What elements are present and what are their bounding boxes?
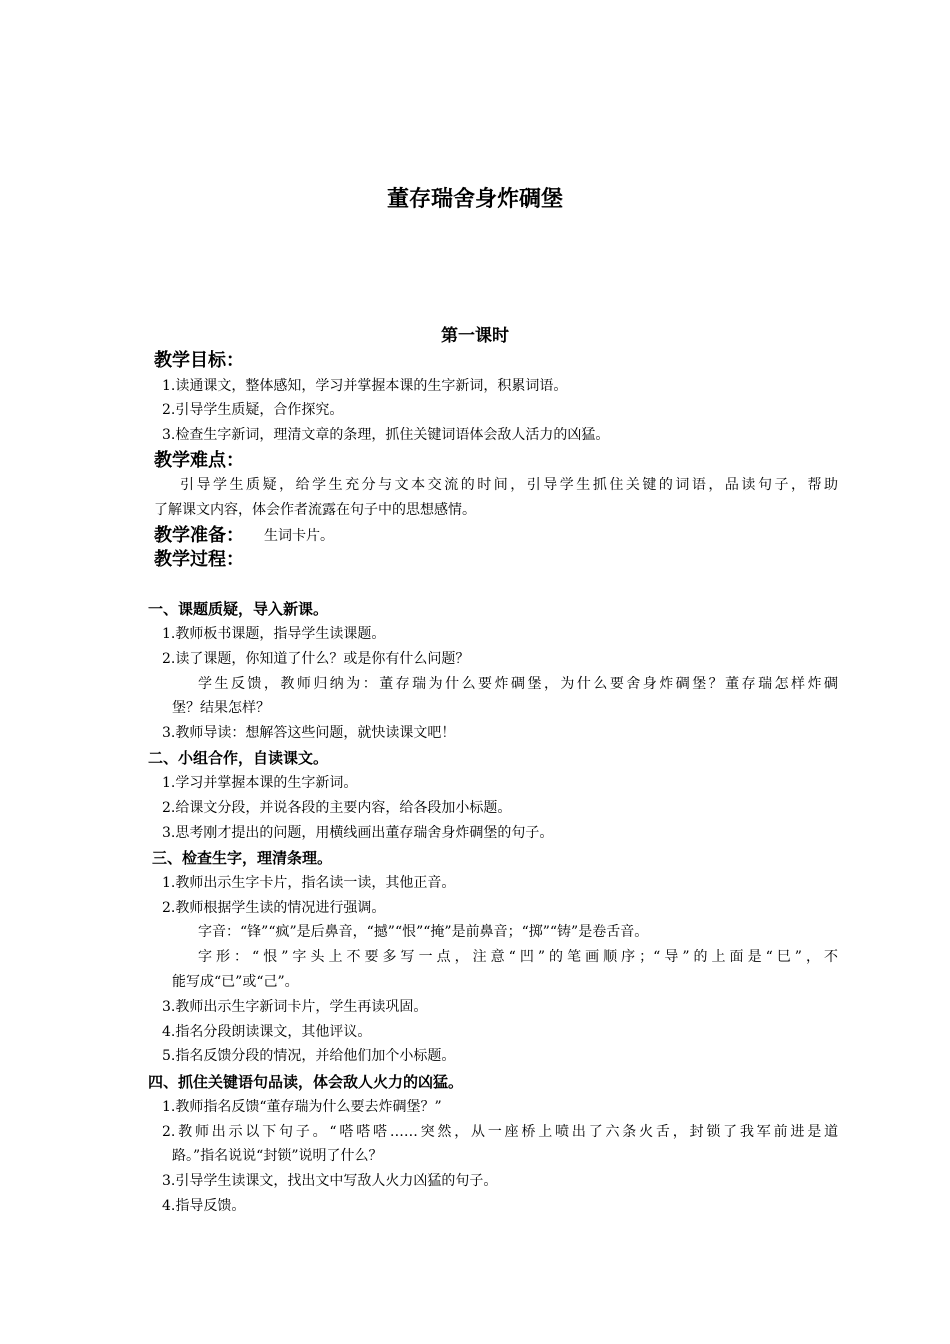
section-heading: 四、抓住关键语句品读，体会敌人火力的凶猛。 (148, 1073, 464, 1091)
list-item-line1: 2.教师出示以下句子。“嗒嗒嗒……突然，从一座桥上喷出了六条火舌，封锁了我军前进是道 (162, 1124, 838, 1140)
list-item: 2.教师根据学生读的情况进行强调。 (162, 900, 386, 916)
preparation-text: 生词卡片。 (264, 528, 334, 544)
list-item: 3.思考刚才提出的问题，用横线画出董存瑞舍身炸碉堡的句子。 (162, 825, 554, 841)
objective-item: 3.检查生字新词，理清文章的条理，抓住关键词语体会敌人活力的凶猛。 (162, 427, 610, 443)
list-item: 5.指名反馈分段的情况，并给他们加个小标题。 (162, 1048, 456, 1064)
difficulty-text-line2: 了解课文内容，体会作者流露在句子中的思想感情。 (154, 502, 476, 518)
list-item: 1.教师指名反馈“董存瑞为什么要去炸碉堡？” (162, 1099, 442, 1115)
list-item: 4.指名分段朗读课文，其他评议。 (162, 1024, 372, 1040)
difficulty-text-line1: 引导学生质疑，给学生充分与文本交流的时间，引导学生抓住关键的词语，品读句子，帮助 (180, 477, 838, 493)
section-heading: 二、小组合作，自读课文。 (148, 749, 329, 767)
document-title: 董存瑞舍身炸碉堡 (386, 187, 563, 212)
list-item: 2.读了课题，你知道了什么？或是你有什么问题？ (162, 651, 470, 667)
section-heading: 一、课题质疑，导入新课。 (148, 600, 329, 618)
feedback-text-line2: 堡？结果怎样？ (172, 700, 270, 716)
list-item: 1.教师出示生字卡片，指名读一读，其他正音。 (162, 875, 456, 891)
pronunciation-note: 字音：“锋”“疯”是后鼻音，“撼”“恨”“掩”是前鼻音；“掷”“铸”是卷舌音。 (198, 924, 649, 940)
feedback-text-line1: 学生反馈，教师归纳为：董存瑞为什么要炸碉堡，为什么要舍身炸碉堡？董存瑞怎样炸碉 (198, 676, 838, 692)
list-item: 3.教师导读：想解答这些问题，就快读课文吧！ (162, 725, 456, 741)
list-item: 3.引导学生读课文，找出文中写敌人火力凶猛的句子。 (162, 1173, 498, 1189)
list-item: 4.指导反馈。 (162, 1198, 246, 1214)
lesson-subtitle: 第一课时 (441, 326, 509, 346)
preparation-label: 教学准备： (154, 525, 244, 546)
list-item: 2.给课文分段，并说各段的主要内容，给各段加小标题。 (162, 800, 512, 816)
objective-item: 2.引导学生质疑，合作探究。 (162, 402, 344, 418)
list-item: 1.教师板书课题，指导学生读课题。 (162, 626, 386, 642)
list-item-line2: 路。”指名说说“封锁”说明了什么？ (172, 1148, 383, 1164)
list-item: 3.教师出示生字新词卡片，学生再读巩固。 (162, 999, 428, 1015)
difficulty-label: 教学难点： (154, 450, 244, 471)
objectives-label: 教学目标： (154, 350, 244, 371)
form-note-line1: 字形：“恨”字头上不要多写一点，注意“凹”的笔画顺序；“导”的上面是“巳”，不 (198, 949, 838, 965)
process-label: 教学过程： (154, 549, 244, 570)
objective-item: 1.读通课文，整体感知，学习并掌握本课的生字新词，积累词语。 (162, 378, 568, 394)
form-note-line2: 能写成“已”或“己”。 (172, 974, 299, 990)
section-heading: 三、检查生字，理清条理。 (152, 849, 333, 867)
list-item: 1.学习并掌握本课的生字新词。 (162, 775, 358, 791)
